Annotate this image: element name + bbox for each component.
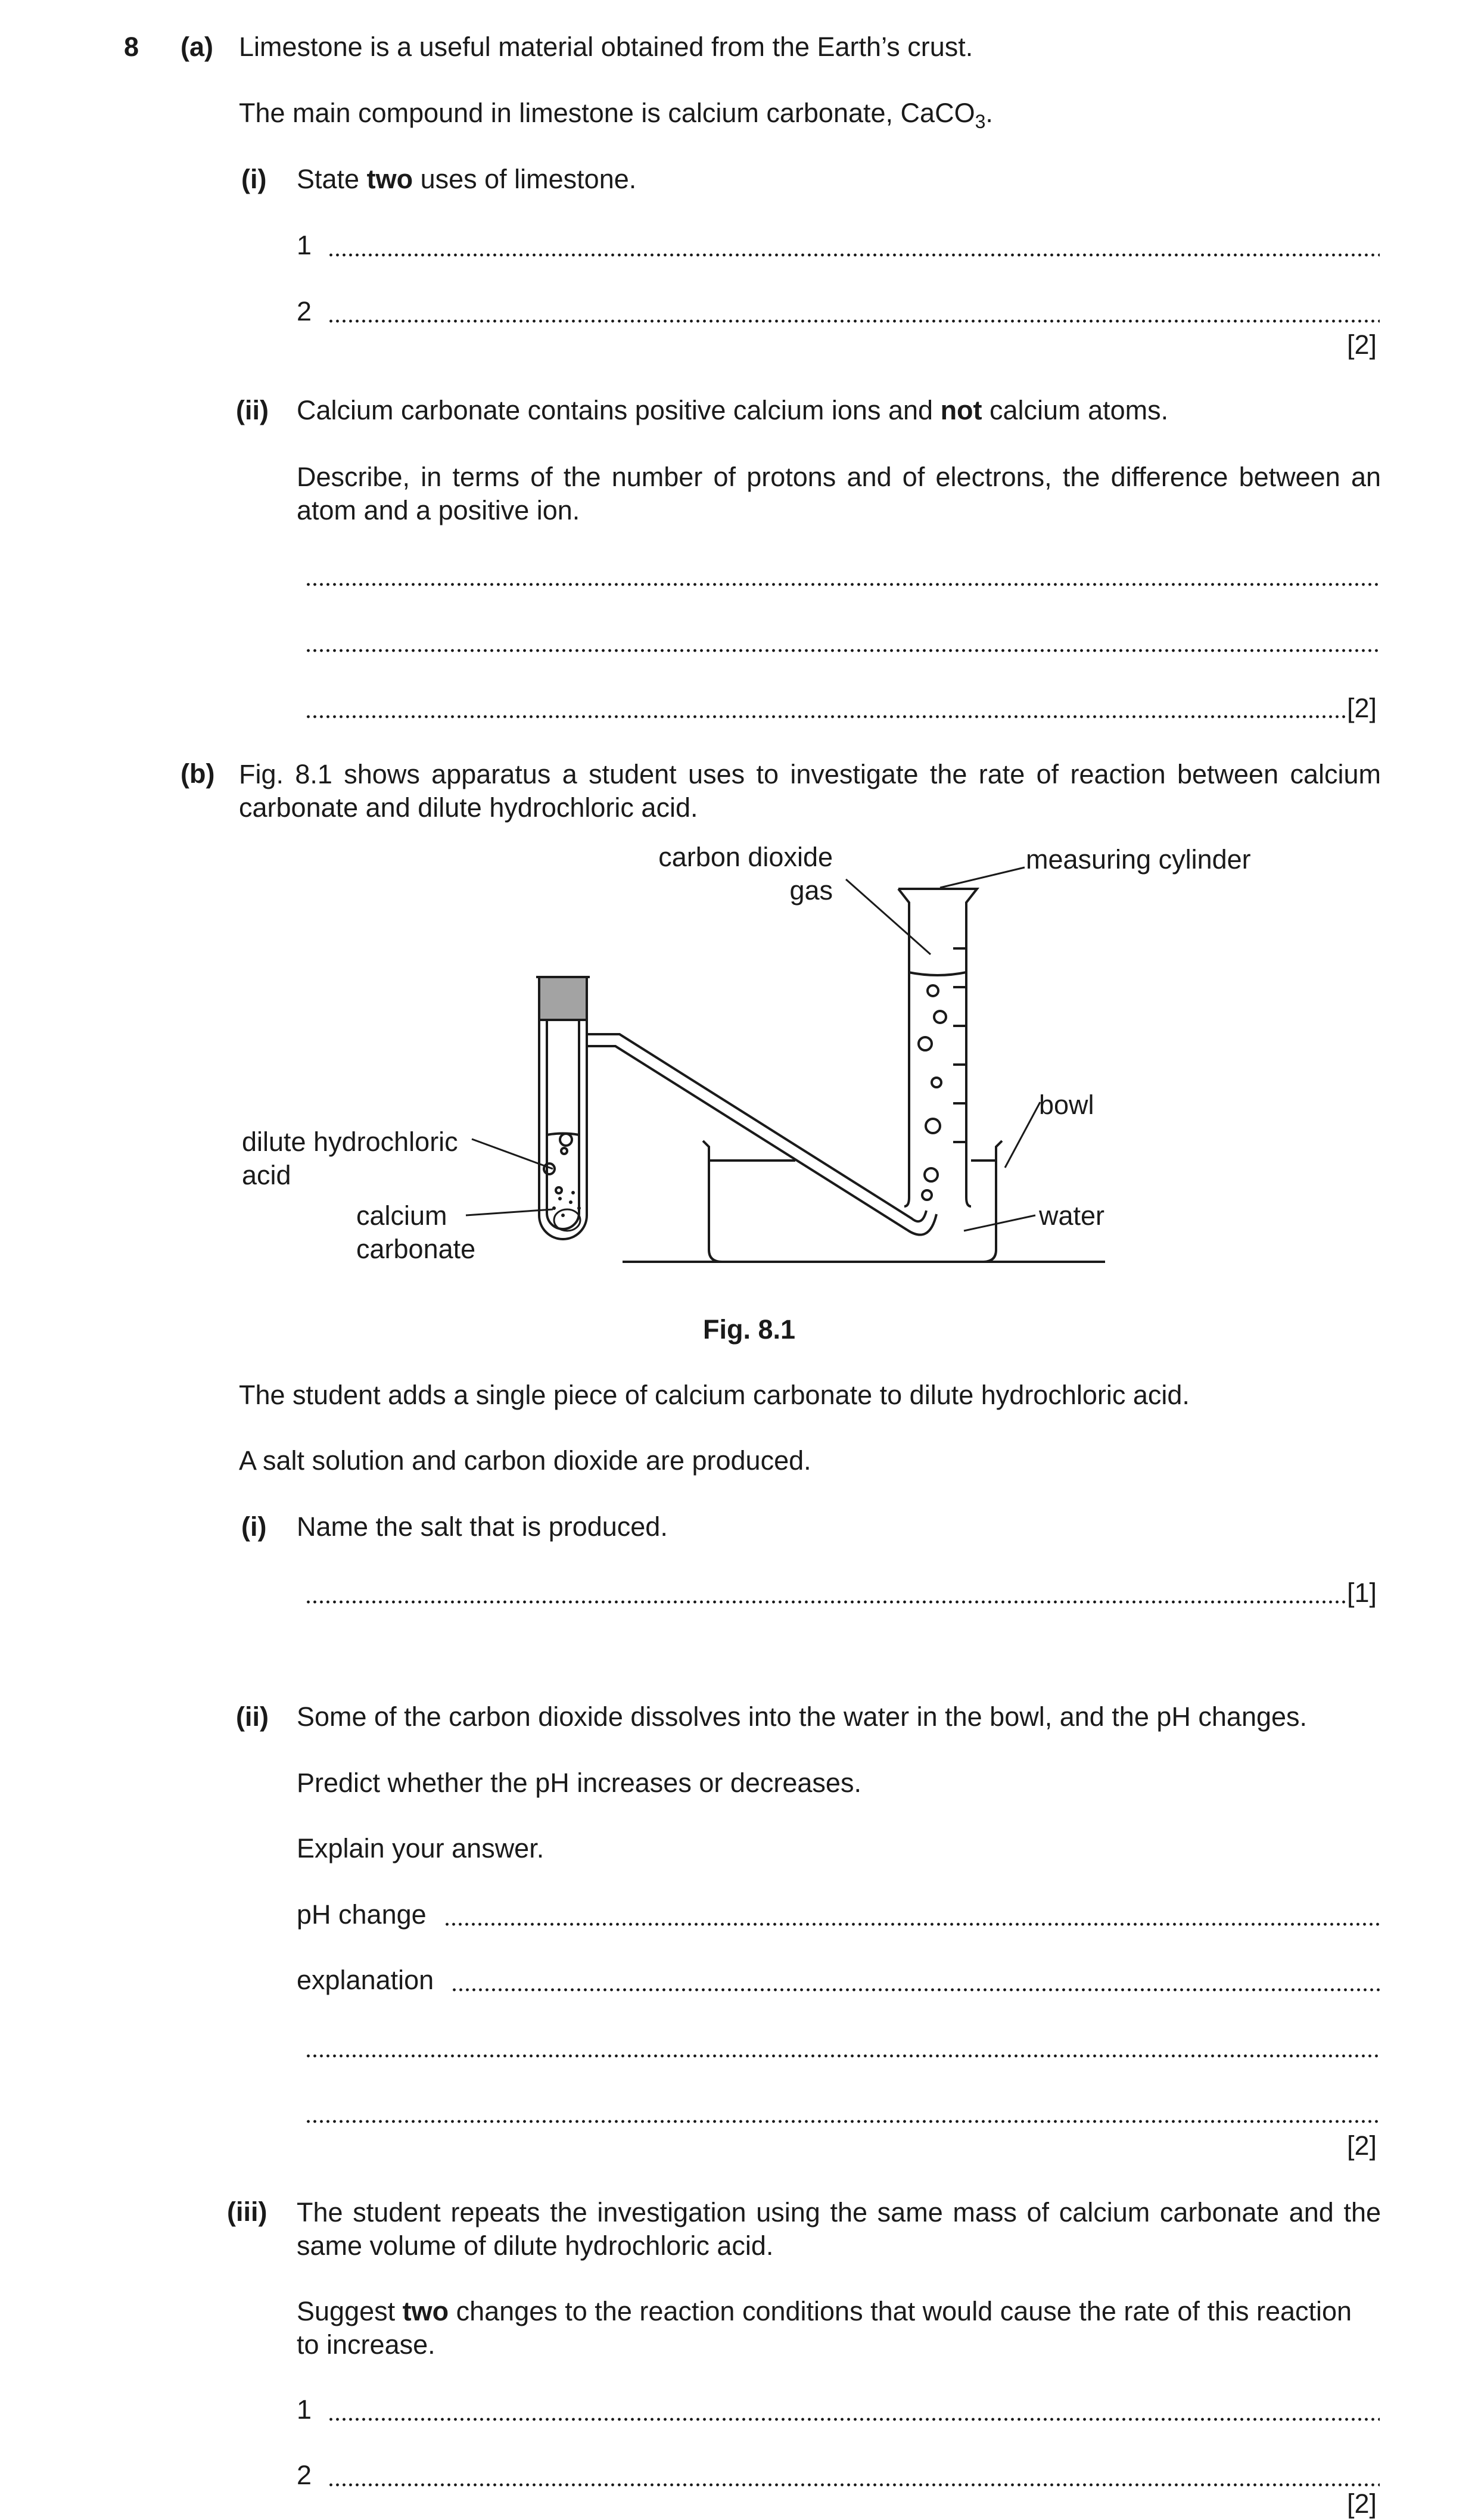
- part-b-iii-suggest: [297, 2295, 1381, 2362]
- bubble: [560, 1134, 572, 1146]
- part-a-i-post: uses of limestone.: [413, 164, 637, 194]
- leader-water: [964, 1215, 1035, 1231]
- marks-a-ii: [2]: [1347, 693, 1377, 723]
- leader-cylinder: [940, 867, 1025, 888]
- part-b-ii-label: (ii): [236, 1701, 269, 1732]
- figure-caption: Fig. 8.1: [703, 1314, 796, 1345]
- answer-line-b-iii-1[interactable]: [328, 2418, 1380, 2421]
- ph-change-label: pH change: [297, 1899, 427, 1930]
- part-a-ii-pre: Calcium carbonate contains positive calcium ions and: [297, 395, 941, 425]
- compound-suffix: .: [985, 98, 993, 128]
- part-b-i-text: Name the salt that is produced.: [297, 1511, 668, 1542]
- part-b-text2: A salt solution and carbon dioxide are produced.: [239, 1445, 811, 1476]
- label-acid-line1: dilute hydrochloric: [242, 1127, 458, 1157]
- answer-number-2: 2: [297, 296, 312, 326]
- answer-line-explanation-3[interactable]: [305, 2120, 1380, 2123]
- label-co2-line2: gas: [789, 875, 833, 906]
- part-a-i-pre: State: [297, 164, 367, 194]
- part-b-iii-post: changes to the reaction conditions that would cause the rate of this reaction to increase.: [297, 2296, 1352, 2360]
- part-b-iii-text: The student repeats the investigation using the same mass of calcium carbonate and the same volume of dilute hydrochloric acid.: [297, 2197, 1381, 2261]
- gas-bubble: [932, 1078, 941, 1087]
- part-b-ii-predict: Predict whether the pH increases or decreases.: [297, 1768, 861, 1798]
- marks-a-i: [2]: [1347, 329, 1377, 360]
- answer-number-3: 1: [297, 2394, 312, 2425]
- label-caco3-line1: calcium: [356, 1200, 447, 1231]
- gas-bubble: [926, 1119, 940, 1133]
- gas-bubble: [922, 1190, 932, 1200]
- part-b-iii-bold: two: [402, 2296, 449, 2326]
- part-b-iii-pre: Suggest: [297, 2296, 403, 2326]
- part-a-ii-post: calcium atoms.: [982, 395, 1169, 425]
- part-a-ii-describe: Describe, in terms of the number of protons and of electrons, the difference between an atom and a positive ion.: [297, 462, 1381, 526]
- answer-number-1: 1: [297, 230, 312, 260]
- part-a-label: (a): [181, 32, 213, 62]
- compound-subscript: 3: [975, 111, 986, 132]
- marks-b-iii: [2]: [1347, 2488, 1377, 2519]
- answer-line-ph-change[interactable]: [444, 1922, 1380, 1926]
- leader-co2: [846, 879, 931, 954]
- part-a-intro: Limestone is a useful material obtained from the Earth’s crust.: [239, 32, 973, 62]
- gas-bubble: [919, 1037, 932, 1050]
- compound-text: The main compound in limestone is calcium carbonate, CaCO: [239, 98, 975, 128]
- part-b-label: (b): [181, 758, 215, 789]
- label-acid-line2: acid: [242, 1160, 291, 1190]
- leader-acid: [472, 1139, 553, 1169]
- delivery-tube: [587, 1034, 936, 1235]
- answer-line-b-iii-2[interactable]: [328, 2483, 1380, 2487]
- leader-bowl: [1005, 1102, 1040, 1168]
- bubble: [556, 1187, 562, 1193]
- bowl: [703, 1141, 1002, 1262]
- label-water: water: [1039, 1200, 1105, 1231]
- gas-bubble: [928, 985, 938, 996]
- part-b-text1: The student adds a single piece of calcium carbonate to dilute hydrochloric acid.: [239, 1380, 1190, 1410]
- calcium-carbonate-lump: [552, 1191, 581, 1231]
- part-b-ii-text: Some of the carbon dioxide dissolves into the water in the bowl, and the pH changes.: [297, 1701, 1308, 1732]
- label-caco3-line2: carbonate: [356, 1234, 476, 1264]
- gas-bubble: [934, 1011, 946, 1023]
- bubble: [544, 1163, 555, 1174]
- label-co2-line1: carbon dioxide: [658, 842, 833, 872]
- label-bowl: bowl: [1039, 1090, 1094, 1120]
- part-a-i-bold: two: [366, 164, 413, 194]
- gas-bubble: [925, 1168, 938, 1181]
- rubber-bung: [539, 977, 587, 1020]
- answer-line-explanation-1[interactable]: [451, 1988, 1380, 1992]
- part-a-ii-label: (ii): [236, 395, 269, 425]
- bubble: [561, 1148, 567, 1154]
- part-b-iii-label: (iii): [227, 2197, 267, 2227]
- answer-line-b-i[interactable]: [305, 1600, 1346, 1604]
- label-cylinder: measuring cylinder: [1026, 844, 1251, 875]
- marks-b-i: [1]: [1347, 1578, 1377, 1608]
- part-b-ii-explain: Explain your answer.: [297, 1833, 544, 1863]
- explanation-label: explanation: [297, 1965, 434, 1995]
- marks-b-ii: [2]: [1347, 2130, 1377, 2161]
- part-a-ii-bold: not: [940, 395, 982, 425]
- part-a-i-label: (i): [241, 164, 267, 194]
- part-b-i-label: (i): [241, 1511, 267, 1542]
- answer-line-explanation-2[interactable]: [305, 2054, 1380, 2058]
- question-number: 8: [124, 32, 139, 62]
- answer-number-4: 2: [297, 2460, 312, 2490]
- part-b-intro: Fig. 8.1 shows apparatus a student uses to investigate the rate of reaction between calcium carbonate and dilute hydrochloric acid.: [239, 759, 1381, 823]
